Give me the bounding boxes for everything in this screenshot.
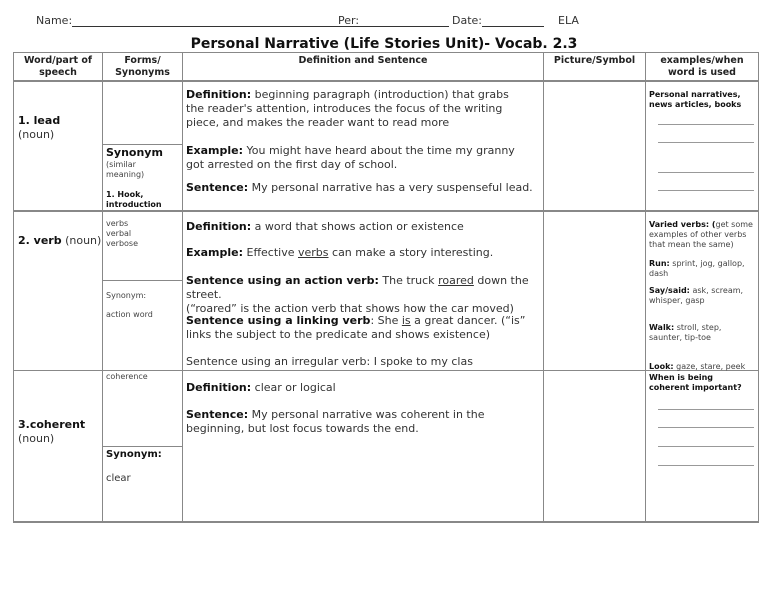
synonym-list: clear [106, 473, 131, 484]
forms-coherent: coherence [106, 372, 148, 381]
definition-verb: Definition: a word that shows action or existence [186, 220, 464, 233]
word-coherent: 3.coherent (noun) [18, 418, 86, 445]
examples-walk: Walk: stroll, step, saunter, tip-toe [649, 323, 722, 342]
col-header-examples: examples/when word is used [660, 55, 744, 78]
sentence-lead: Sentence: My personal narrative has a very suspenseful lead. [186, 181, 533, 194]
subject-label: ELA [558, 14, 579, 27]
sentence-coherent: Sentence: My personal narrative was coherent in the beginning, but lost focus towards the end. [186, 408, 485, 435]
forms-verb: verbs verbal verbose [106, 219, 139, 248]
examples-look: Look: gaze, stare, peek [649, 362, 746, 371]
example-lead: Example: You might have heard about the time my granny got arrested on the first day of school. [186, 144, 515, 171]
definition-coherent: Definition: clear or logical [186, 381, 336, 394]
synonym-label: Synonym: [106, 291, 147, 300]
word-verb: 2. verb (noun) [18, 234, 102, 247]
synonym-label: Synonym: [106, 449, 162, 460]
synonym-list: 1. Hook, introduction [106, 190, 162, 209]
col-header-definition: Definition and Sentence [298, 55, 428, 66]
examples-run: Run: sprint, jog, gallop, dash [649, 259, 745, 278]
definition-lead: Definition: beginning paragraph (introduction) that grabs the reader's attention, introduces the focus of the writing piece, and makes the reader want to read more [186, 88, 509, 129]
irregular-verb-sentence: Sentence using an irregular verb: I spoke to my clas [186, 355, 473, 368]
synonym-list: action word [106, 310, 153, 319]
example-verb: Example: Effective verbs can make a story interesting. [186, 246, 494, 259]
linking-verb-sentence: Sentence using a linking verb: She is a great dancer. (“is” links the subject to the predicate and shows existence) [186, 314, 526, 341]
examples-verb-intro: Varied verbs: (get some examples of other verbs that mean the same) [649, 220, 753, 249]
col-header-forms: Forms/ Synonyms [115, 55, 170, 78]
date-field[interactable] [452, 14, 544, 27]
examples-coherent: When is being coherent important? [649, 373, 742, 392]
per-field[interactable] [338, 14, 449, 27]
synonym-note: (similar meaning) [106, 160, 145, 179]
date-label: Date: [452, 14, 482, 27]
col-header-word: Word/part of speech [23, 55, 93, 78]
name-field[interactable] [36, 14, 364, 27]
action-verb-sentence: Sentence using an action verb: The truck roared down the street. (“roared” is the action verb that shows how the car moved) [186, 274, 529, 315]
page-title: Personal Narrative (Life Stories Unit)- Vocab. 2.3 [190, 36, 578, 52]
name-label: Name: [36, 14, 73, 27]
synonyms-lead: Synonym [106, 146, 163, 159]
examples-lead: Personal narratives, news articles, books [649, 90, 742, 109]
word-lead: 1. lead (noun) [18, 114, 61, 141]
examples-say: Say/said: ask, scream, whisper, gasp [649, 286, 744, 305]
col-header-picture: Picture/Symbol [553, 55, 636, 66]
per-label: Per: [338, 14, 360, 27]
